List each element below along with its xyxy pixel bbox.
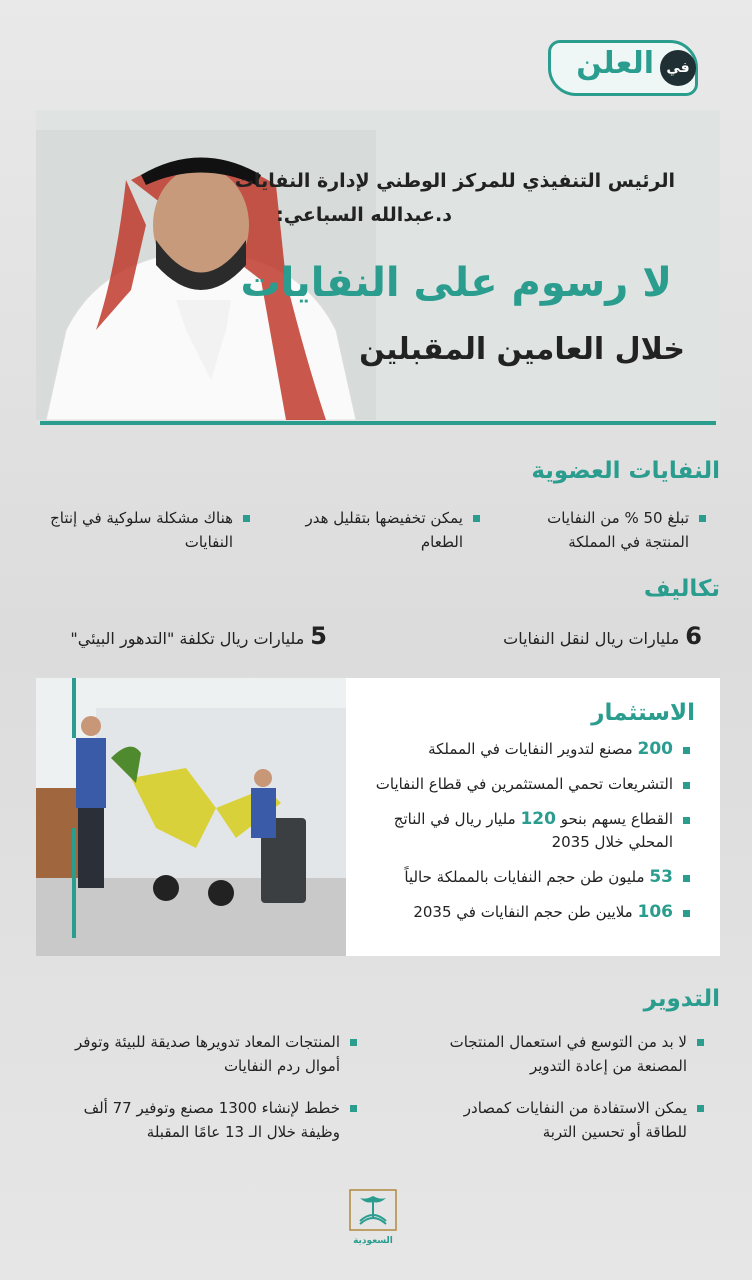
investment-item: 200 مصنع لتدوير النفايات في المملكة — [360, 738, 690, 761]
bullet-icon — [243, 515, 250, 522]
page-headline: لا رسوم على النفايات — [240, 260, 672, 306]
cost-number: 5 — [310, 622, 327, 650]
investment-item: القطاع يسهم بنحو 120 مليار ريال في الناتج المحلي خلال 2035 — [360, 808, 690, 854]
bullet-icon — [683, 782, 690, 789]
bullet-icon — [683, 910, 690, 917]
investment-heading: الاستثمار — [591, 700, 695, 726]
page-subheadline: خلال العامين المقبلين — [359, 332, 685, 367]
hero-underline — [40, 421, 716, 425]
accent-line — [72, 828, 76, 938]
bullet-icon — [350, 1105, 357, 1112]
cost-text: مليارات ريال تكلفة "التدهور البيئي" — [70, 629, 305, 648]
palm-swords-icon — [348, 1188, 398, 1232]
cost-item — [503, 622, 702, 650]
logo-text: العلن — [576, 46, 654, 81]
bullet-icon — [683, 817, 690, 824]
recycling-heading: التدوير — [643, 986, 720, 1012]
executive-role: الرئيس التنفيذي للمركز الوطني لإدارة النفايات — [234, 170, 675, 192]
bullet-icon — [350, 1039, 357, 1046]
wood-chipper-image — [36, 678, 346, 956]
brand-text: السعودية — [353, 1236, 393, 1246]
bullet-icon — [683, 875, 690, 882]
cost-number: 6 — [685, 622, 702, 650]
brand-logo — [548, 40, 700, 98]
accent-line — [72, 678, 76, 738]
bullet-icon — [473, 515, 480, 522]
saudi-emblem-logo — [348, 1188, 398, 1248]
investment-list — [360, 738, 690, 936]
investment-item: التشريعات تحمي المستثمرين في قطاع النفايات — [360, 773, 690, 796]
organic-item: هناك مشكلة سلوكية في إنتاج النفايات — [50, 506, 250, 554]
recycling-item: يمكن الاستفادة من النفايات كمصادر للطاقة أو تحسين التربة — [419, 1096, 704, 1144]
bullet-icon — [697, 1105, 704, 1112]
organic-item: يمكن تخفيضها بتقليل هدر الطعام — [280, 506, 480, 554]
bullet-icon — [683, 747, 690, 754]
logo-badge: في — [660, 50, 696, 86]
investment-panel — [36, 678, 720, 956]
recycling-item: خطط لإنشاء 1300 مصنع وتوفير 77 ألف وظيفة خلال الـ 13 عامًا المقبلة — [52, 1096, 357, 1144]
costs-heading: تكاليف — [643, 576, 720, 602]
executive-name: د.عبدالله السباعي: — [276, 204, 452, 226]
cost-text: مليارات ريال لنقل النفايات — [503, 629, 680, 648]
hero-banner — [36, 110, 720, 425]
organic-item: تبلغ 50 % من النفايات المنتجة في المملكة — [506, 506, 706, 554]
recycling-item: المنتجات المعاد تدويرها صديقة للبيئة وتوفر أموال ردم النفايات — [52, 1030, 357, 1078]
organic-heading: النفايات العضوية — [531, 458, 720, 484]
recycling-item: لا بد من التوسع في استعمال المنتجات المصنعة من إعادة التدوير — [419, 1030, 704, 1078]
bullet-icon — [697, 1039, 704, 1046]
bullet-icon — [699, 515, 706, 522]
investment-item: 106 ملايين طن حجم النفايات في 2035 — [360, 901, 690, 924]
investment-item: 53 مليون طن حجم النفايات بالمملكة حالياً — [360, 866, 690, 889]
cost-item — [70, 622, 327, 650]
